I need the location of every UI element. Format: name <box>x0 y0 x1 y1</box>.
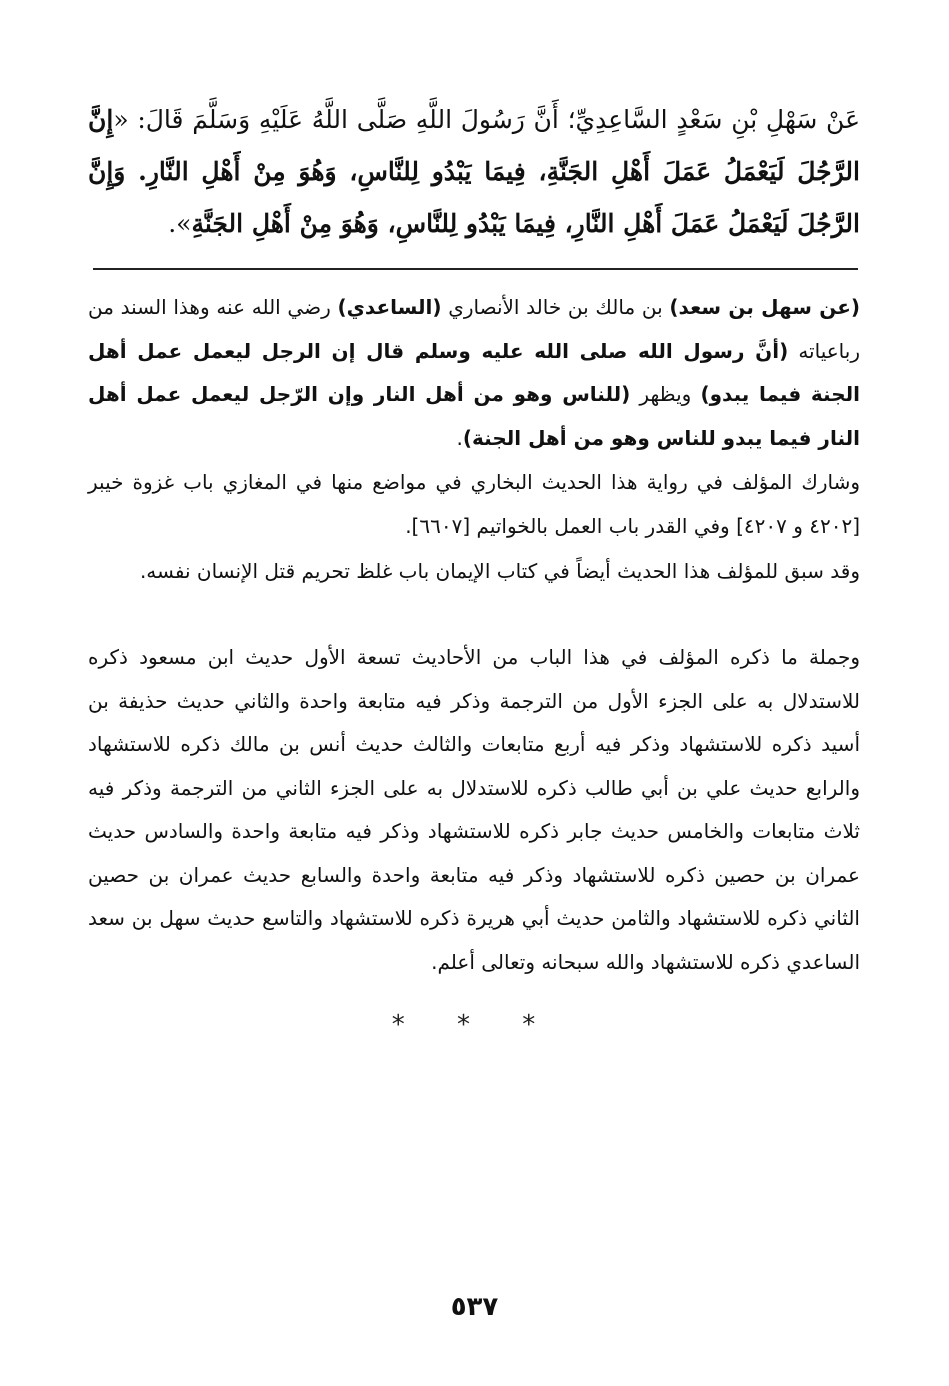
sanad-note: رضي الله عنه وهذا السند من رباعياته <box>88 295 860 363</box>
commentary-paragraph-3: وقد سبق للمؤلف هذا الحديث أيضاً في كتاب الإيمان باب غلظ تحريم قتل الإنسان نفسه. <box>139 559 860 583</box>
page-number: ٥٣٧ <box>450 1292 499 1322</box>
section-separator: * * * <box>391 1010 558 1040</box>
hadith-quote-2: (للناس وهو من أهل النار وإن الرّجل ليعمل عمل أهل النار فيما يبدو للناس وهو من أهل الجنة) <box>88 382 860 450</box>
narrator-name: (عن سهل بن سعد) <box>669 295 860 319</box>
commentary-paragraph-2: وشارك المؤلف في رواية هذا الحديث البخاري في مواضع منها في المغازي باب غزوة خيبر [٤٢٠٢ و ٤٢٠٧] وفي القدر باب العمل بالخواتيم [٦٦٠٧]. <box>88 470 860 538</box>
hadith-matn: إِنَّ الرَّجُلَ لَيَعْمَلُ عَمَلَ أَهْلِ الجَنَّةِ، فِيمَا يَبْدُو لِلنَّاسِ، وَهُوَ مِنْ أَهْلِ النَّارِ. وَإِنَّ الرَّجُلَ لَيَعْمَلُ عَمَلَ أَهْلِ النَّارِ، فِيمَا يَبْدُو لِلنَّاسِ، وَهُوَ مِنْ أَهْلِ الجَنَّةِ <box>88 105 860 238</box>
narrator-nisba: (الساعدي) <box>337 295 442 319</box>
paragraph-end: . <box>456 425 463 450</box>
narrator-lineage: بن مالك بن خالد الأنصاري <box>441 295 670 319</box>
hadith-intro: عَنْ سَهْلِ بْنِ سَعْدٍ السَّاعِدِيِّ؛ أَنَّ رَسُولَ اللَّهِ صَلَّى اللَّهُ عَلَيْهِ وَسَلَّمَ قَالَ: « <box>113 105 860 134</box>
hadith-text <box>88 94 860 250</box>
commentary-paragraph-4: وجملة ما ذكره المؤلف في هذا الباب من الأحاديث تسعة الأول حديث ابن مسعود ذكره للاستدلال به على الجزء الأول من الترجمة وذكر فيه متابعة واحدة والثاني حديث حذيفة بن أسيد ذكره للاستشهاد وذكر فيه أربع متابعات والثالث حديث أنس بن مالك ذكره للاستشهاد والرابع حديث علي بن أبي طالب ذكره للاستدلال به على الجزء الثاني من الترجمة وذكر فيه ثلاث متابعات والخامس حديث جابر ذكره للاستشهاد وذكر فيه متابعة واحدة والسادس حديث عمران بن حصين ذكره للاستشهاد وذكر فيه متابعة واحدة والسابع حديث عمران بن حصين الثاني ذكره للاستشهاد والثامن حديث أبي هريرة ذكره للاستشهاد والتاسع حديث سهل بن سعد الساعدي ذكره للاستشهاد والله سبحانه وتعالى أعلم. <box>88 645 860 974</box>
gloss-word: ويظهر <box>630 382 701 406</box>
hadith-quote-1: (أنَّ رسول الله صلى الله عليه وسلم قال إن الرجل ليعمل عمل أهل الجنة فيما يبدو) <box>88 338 860 406</box>
commentary-paragraph-1 <box>88 286 860 460</box>
hadith-close: ». <box>168 209 192 238</box>
footnote-divider <box>93 268 858 270</box>
